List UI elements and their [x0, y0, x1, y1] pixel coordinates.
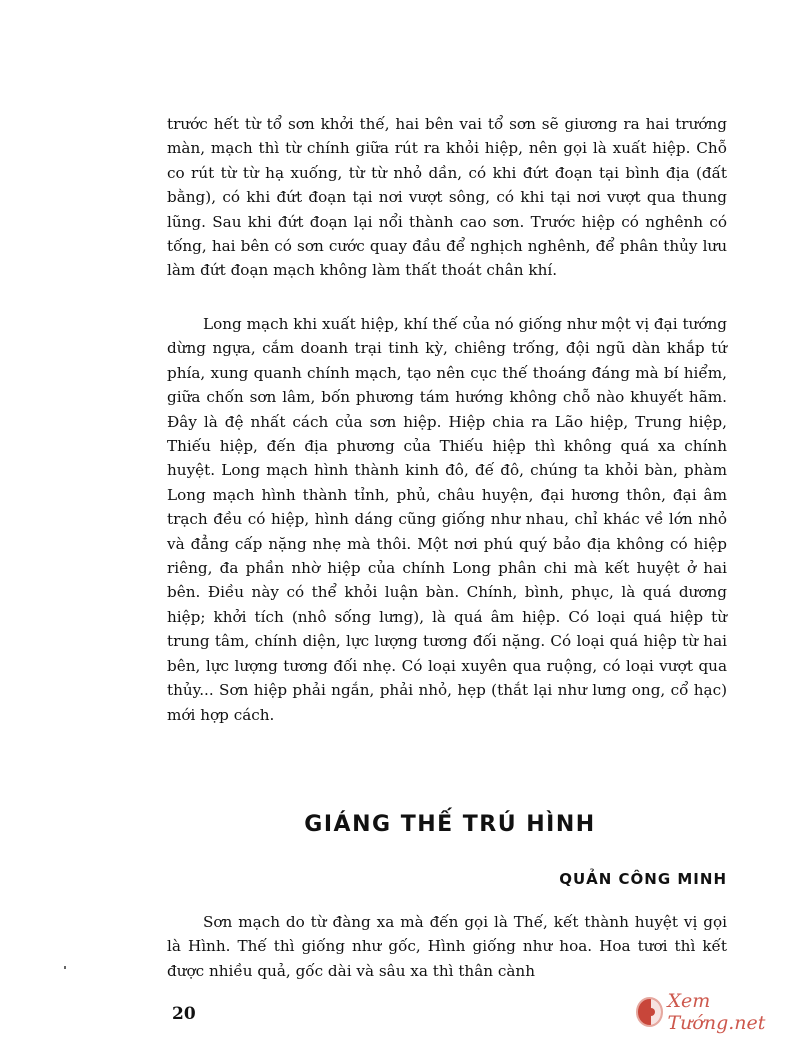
- page-number: 20: [172, 1004, 196, 1024]
- scan-speck: [64, 966, 66, 969]
- yin-yang-icon: [636, 997, 663, 1027]
- chapter-paragraph-1: Sơn mạch do từ đàng xa mà đến gọi là Thế, kết thành huyệt vị gọi là Hình. Thế thì giống như gốc, Hình giống như hoa. Hoa tươi thì kết được nhiều quả, gốc dài và sâu xa thì thân cành: [167, 913, 727, 980]
- chapter-author: QUẢN CÔNG MINH: [559, 870, 727, 888]
- body-paragraph-2: Long mạch khi xuất hiệp, khí thế của nó giống như một vị đại tướng dừng ngựa, cắm doanh trại tinh kỳ, chiêng trống, đội ngũ dàn khắp tứ phía, xung quanh chính mạch, tạo nên cục thế thoáng đáng mà bí hiểm, giữa chốn sơn lâm, bốn phương tám hướng không chỗ nào khuyết hãm. Đây là đệ nhất cách của sơn hiệp. Hiệp chia ra Lão hiệp, Trung hiệp, Thiếu hiệp, đến địa phương của Thiếu hiệp thì không quá xa chính huyệt. Long mạch hình thành kinh đô, đế đô, chúng ta khỏi bàn, phàm Long mạch hình thành tỉnh, phủ, châu huyện, đại hương thôn, đại âm trạch đều có hiệp, hình dáng cũng giống như nhau, chỉ khác về lớn nhỏ và đẳng cấp nặng nhẹ mà thôi. Một nơi phú quý bảo địa không có hiệp riêng, đa phần nhờ hiệp của chính Long phân chi mà kết huyệt ở hai bên. Điều này có thể khỏi luận bàn. Chính, bình, phục, là quá dương hiệp; khởi tích (nhô sống lưng), là quá âm hiệp. Có loại quá hiệp từ trung tâm, chính diện, lực lượng tương đối nặng. Có loại quá hiệp từ hai bên, lực lượng tương đối nhẹ. Có loại xuyên qua ruộng, có loại vượt qua thủy... Sơn hiệp phải ngắn, phải nhỏ, hẹp (thắt lại như lưng ong, cổ hạc) mới hợp cách.: [167, 315, 727, 724]
- chapter-title: GIÁNG THẾ TRÚ HÌNH: [304, 812, 596, 837]
- watermark-text: Xem Tướng.net: [667, 990, 766, 1034]
- site-watermark: [636, 990, 800, 1034]
- body-paragraph-1: trước hết từ tổ sơn khởi thế, hai bên vai tổ sơn sẽ giương ra hai trướng màn, mạch thì từ chính giữa rút ra khỏi hiệp, nên gọi là xuất hiệp. Chỗ co rút từ từ hạ xuống, từ từ nhỏ dần, có khi đứt đoạn tại bình địa (đất bằng), có khi đứt đoạn tại nơi vượt sông, có khi tại nơi vượt qua thung lũng. Sau khi đứt đoạn lại nổi thành cao sơn. Trước hiệp có nghênh có tống, hai bên có sơn cước quay đầu để nghịch nghênh, để phân thủy lưu làm đứt đoạn mạch không làm thất thoát chân khí.: [167, 115, 727, 280]
